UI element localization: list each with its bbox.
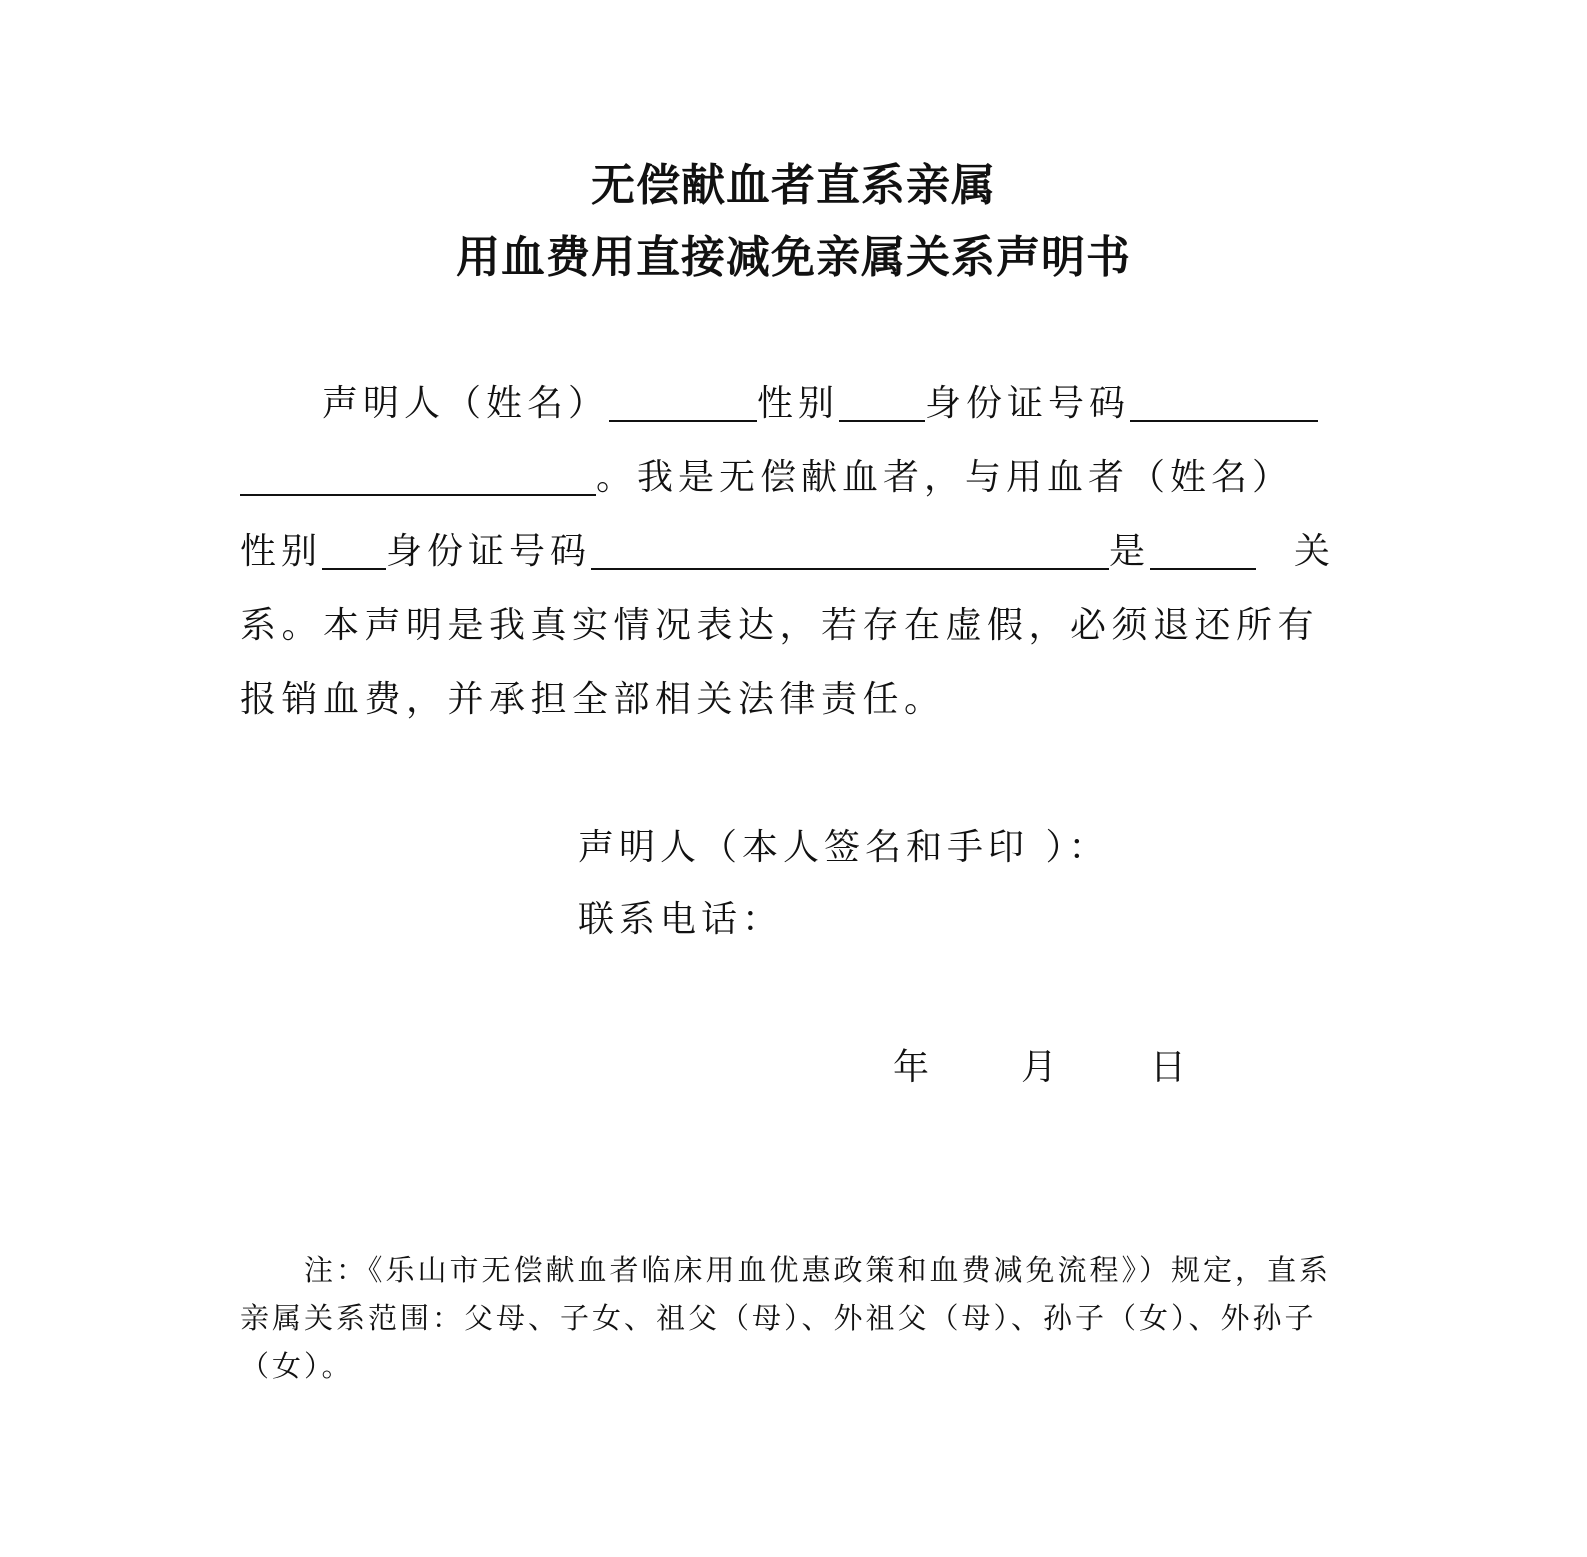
note-line-1: 注：《乐山市无偿献血者临床用血优惠政策和血费减免流程》）规定，直系 <box>304 1253 1332 1287</box>
recipient-gender-blank[interactable] <box>322 524 386 570</box>
body-line-3 <box>240 524 1256 580</box>
body-line-4: 系。本声明是我真实情况表达，若存在虚假，必须退还所有 <box>240 605 1320 646</box>
declarant-id-label: 身份证号码 <box>925 383 1131 424</box>
recipient-gender-label: 性别 <box>240 531 323 572</box>
phone-label: 联系电话： <box>578 899 784 940</box>
recipient-id-label: 身份证号码 <box>386 531 592 572</box>
body-line-1 <box>322 376 1318 432</box>
title-line-2: 用血费用直接减免亲属关系声明书 <box>456 232 1131 283</box>
title-line-1: 无偿献血者直系亲属 <box>591 160 996 211</box>
declarant-gender-label: 性别 <box>757 383 840 424</box>
declarant-name-label: 声明人（姓名） <box>322 383 610 424</box>
recipient-intro-text: 。我是无偿献血者，与用血者（姓名） <box>596 457 1294 498</box>
body-line-2 <box>240 450 1293 506</box>
note-line-2: 亲属关系范围：父母、子女、祖父（母）、外祖父（母）、孙子（女）、外孙子 <box>240 1301 1317 1335</box>
relationship-is-label: 是 <box>1109 531 1151 572</box>
declarant-id-blank-1[interactable] <box>1130 376 1318 422</box>
declarant-gender-blank[interactable] <box>839 376 925 422</box>
date-day: 日 <box>1150 1047 1187 1088</box>
date-year: 年 <box>893 1047 930 1088</box>
date-month: 月 <box>1021 1047 1058 1088</box>
declarant-id-blank-2[interactable] <box>240 450 596 496</box>
declarant-name-blank[interactable] <box>609 376 757 422</box>
relationship-guan-char: 关 <box>1294 531 1336 572</box>
body-line-5: 报销血费，并承担全部相关法律责任。 <box>240 679 946 720</box>
relationship-blank[interactable] <box>1150 524 1256 570</box>
recipient-id-blank[interactable] <box>591 524 1109 570</box>
note-line-3: （女）。 <box>240 1349 354 1383</box>
signer-label: 声明人（本人签名和手印 ）： <box>578 827 1110 868</box>
